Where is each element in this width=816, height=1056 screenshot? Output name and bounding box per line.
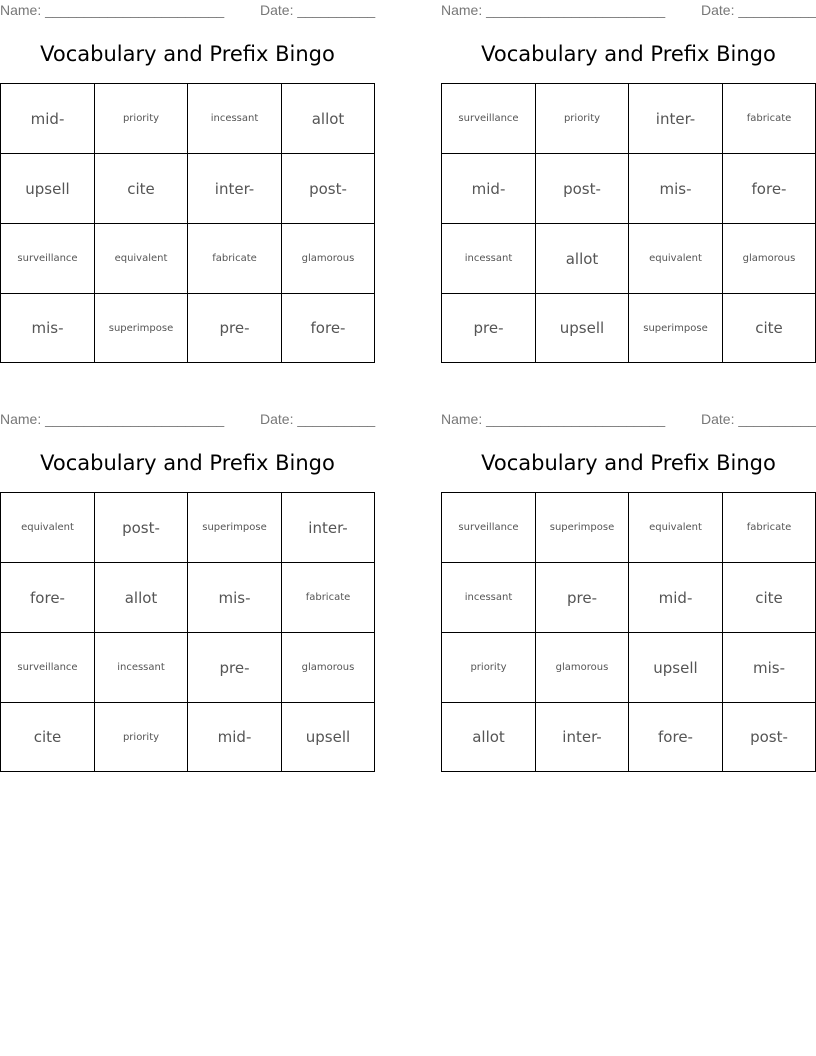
bingo-cell[interactable]: incessant	[442, 224, 536, 294]
bingo-cell[interactable]: fore-	[1, 563, 95, 633]
bingo-cell[interactable]: upsell	[1, 154, 95, 224]
bingo-cell[interactable]: mis-	[723, 633, 816, 703]
bingo-cell[interactable]: equivalent	[629, 224, 723, 294]
bingo-cell[interactable]: surveillance	[442, 493, 536, 563]
date-field[interactable]: Date: __________	[701, 2, 816, 18]
bingo-cell[interactable]: inter-	[188, 154, 282, 224]
bingo-cell[interactable]: surveillance	[1, 224, 95, 294]
bingo-cell[interactable]: surveillance	[442, 84, 536, 154]
bingo-cell[interactable]: priority	[95, 703, 188, 772]
bingo-cell[interactable]: post-	[95, 493, 188, 563]
bingo-cell[interactable]: allot	[442, 703, 536, 772]
bingo-cell[interactable]: fore-	[282, 294, 375, 363]
bingo-grid	[0, 83, 375, 363]
card-header	[441, 2, 816, 20]
bingo-cell[interactable]: cite	[723, 563, 816, 633]
card-title: Vocabulary and Prefix Bingo	[40, 42, 335, 66]
bingo-cell[interactable]: superimpose	[536, 493, 629, 563]
bingo-cell[interactable]: pre-	[188, 294, 282, 363]
bingo-cell[interactable]: fabricate	[282, 563, 375, 633]
card-title: Vocabulary and Prefix Bingo	[481, 42, 776, 66]
bingo-cell[interactable]: equivalent	[1, 493, 95, 563]
bingo-cell[interactable]: priority	[95, 84, 188, 154]
bingo-cell[interactable]: cite	[1, 703, 95, 772]
bingo-cell[interactable]: mis-	[629, 154, 723, 224]
bingo-grid	[441, 492, 816, 772]
bingo-cell[interactable]: glamorous	[282, 633, 375, 703]
bingo-cell[interactable]: incessant	[95, 633, 188, 703]
bingo-cell[interactable]: priority	[442, 633, 536, 703]
card-title: Vocabulary and Prefix Bingo	[481, 451, 776, 475]
bingo-cell[interactable]: allot	[282, 84, 375, 154]
name-field[interactable]: Name: _______________________	[0, 411, 225, 427]
bingo-cell[interactable]: pre-	[536, 563, 629, 633]
bingo-cell[interactable]: upsell	[536, 294, 629, 363]
name-field[interactable]: Name: _______________________	[441, 411, 666, 427]
bingo-cell[interactable]: surveillance	[1, 633, 95, 703]
bingo-cell[interactable]: glamorous	[536, 633, 629, 703]
name-field[interactable]: Name: _______________________	[0, 2, 225, 18]
bingo-cell[interactable]: pre-	[442, 294, 536, 363]
bingo-cell[interactable]: inter-	[536, 703, 629, 772]
bingo-cell[interactable]: fore-	[629, 703, 723, 772]
bingo-cell[interactable]: mis-	[1, 294, 95, 363]
bingo-cell[interactable]: mid-	[442, 154, 536, 224]
bingo-cell[interactable]: incessant	[188, 84, 282, 154]
bingo-cell[interactable]: equivalent	[629, 493, 723, 563]
bingo-cell[interactable]: glamorous	[282, 224, 375, 294]
bingo-cell[interactable]: superimpose	[95, 294, 188, 363]
bingo-cell[interactable]: post-	[723, 703, 816, 772]
bingo-cell[interactable]: upsell	[282, 703, 375, 772]
bingo-cell[interactable]: equivalent	[95, 224, 188, 294]
bingo-grid	[0, 492, 375, 772]
bingo-cell[interactable]: fabricate	[188, 224, 282, 294]
bingo-cell[interactable]: post-	[536, 154, 629, 224]
bingo-cell[interactable]: inter-	[282, 493, 375, 563]
bingo-cell[interactable]: post-	[282, 154, 375, 224]
bingo-cell[interactable]: mis-	[188, 563, 282, 633]
card-header	[0, 2, 375, 20]
date-field[interactable]: Date: __________	[260, 411, 376, 427]
bingo-cell[interactable]: superimpose	[629, 294, 723, 363]
bingo-cell[interactable]: cite	[723, 294, 816, 363]
card-header	[0, 411, 375, 429]
date-field[interactable]: Date: __________	[260, 2, 376, 18]
name-field[interactable]: Name: _______________________	[441, 2, 666, 18]
date-field[interactable]: Date: __________	[701, 411, 816, 427]
bingo-cell[interactable]: allot	[536, 224, 629, 294]
card-header	[441, 411, 816, 429]
bingo-cell[interactable]: inter-	[629, 84, 723, 154]
bingo-cell[interactable]: mid-	[188, 703, 282, 772]
bingo-cell[interactable]: superimpose	[188, 493, 282, 563]
bingo-cell[interactable]: fabricate	[723, 84, 816, 154]
bingo-cell[interactable]: upsell	[629, 633, 723, 703]
bingo-cell[interactable]: priority	[536, 84, 629, 154]
bingo-cell[interactable]: incessant	[442, 563, 536, 633]
bingo-cell[interactable]: mid-	[629, 563, 723, 633]
bingo-cell[interactable]: mid-	[1, 84, 95, 154]
bingo-cell[interactable]: allot	[95, 563, 188, 633]
card-title: Vocabulary and Prefix Bingo	[40, 451, 335, 475]
bingo-cell[interactable]: fore-	[723, 154, 816, 224]
bingo-cell[interactable]: glamorous	[723, 224, 816, 294]
bingo-cell[interactable]: fabricate	[723, 493, 816, 563]
bingo-cell[interactable]: cite	[95, 154, 188, 224]
bingo-cell[interactable]: pre-	[188, 633, 282, 703]
bingo-grid	[441, 83, 816, 363]
